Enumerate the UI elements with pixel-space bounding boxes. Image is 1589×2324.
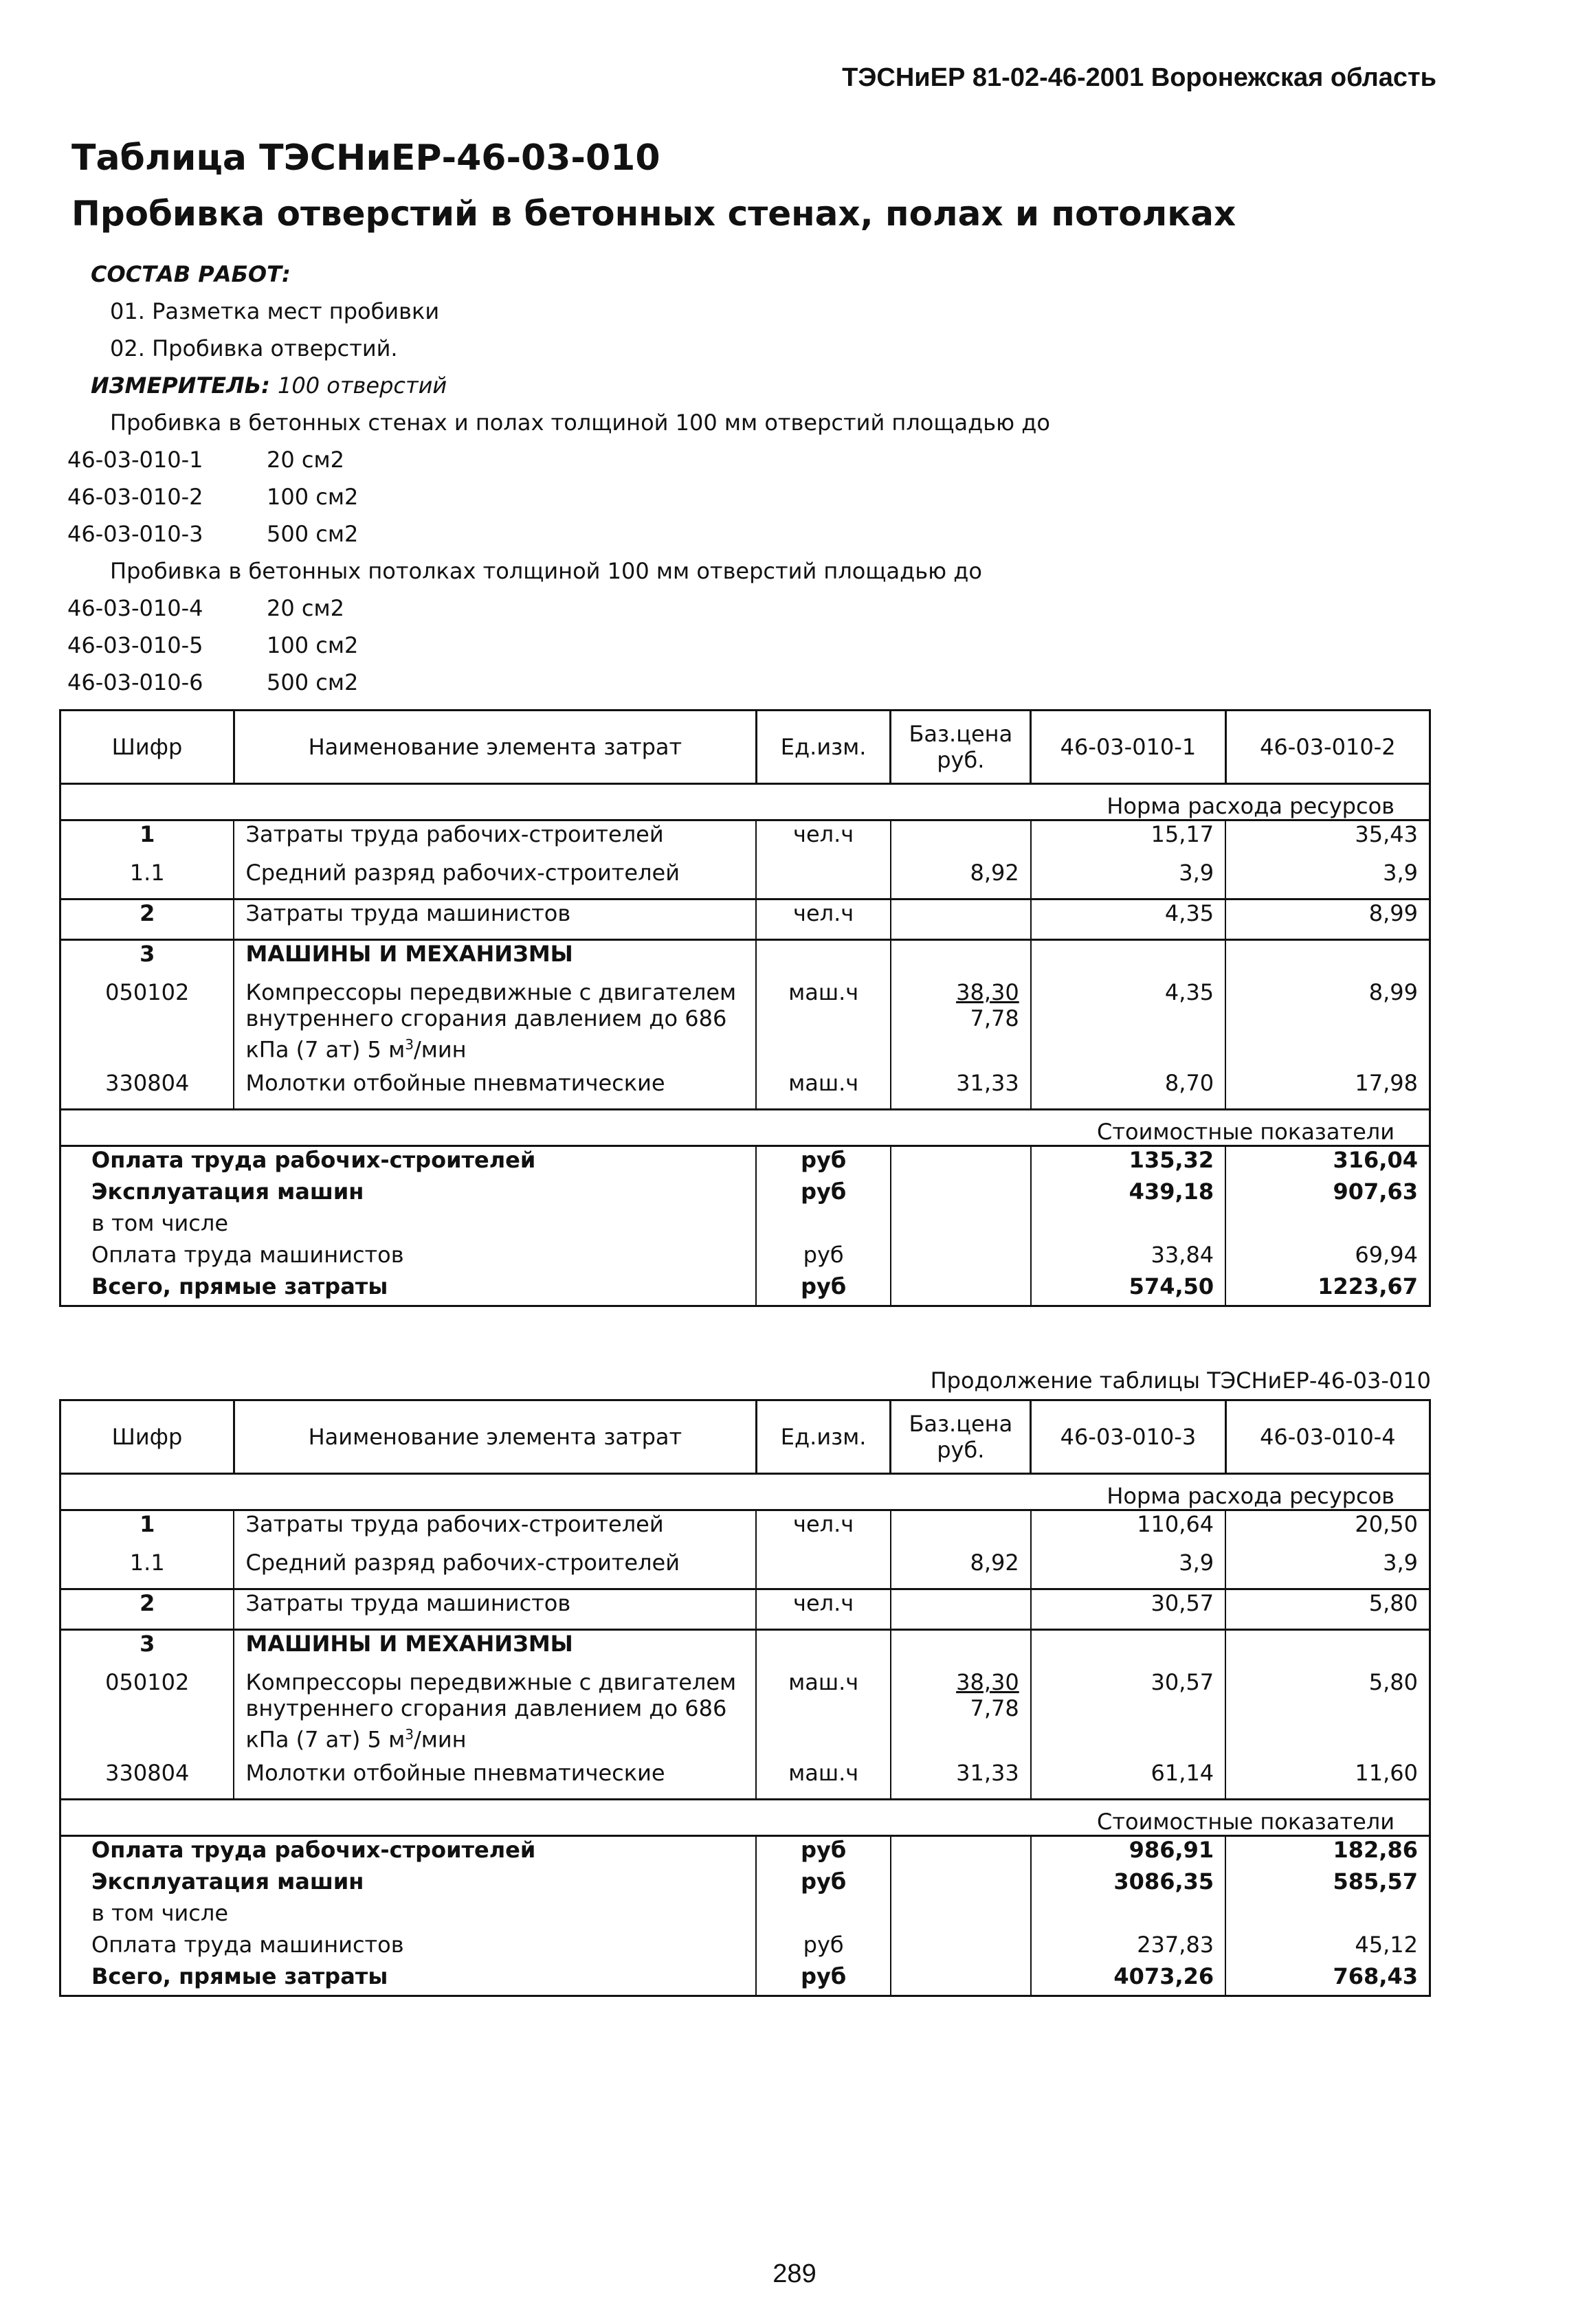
group-item [0,590,1589,627]
table-row: 1.1 Средний разряд рабочих-строителей 8,92 3,9 3,9 [60,860,1430,900]
cost-row: в том числе [60,1900,1430,1932]
continuation-caption: Продолжение таблицы ТЭСНиЕР-46-03-010 [930,1367,1431,1394]
table-row: 050102 Компрессоры передвижные с двигателем внутреннего сгорания давлением до 686 кПа (7 ат) 5 $м^3$/мин маш.ч 38,30 7,78 30,57 5,80 [60,1669,1430,1760]
section-costs-label: Стоимостные показатели [60,1800,1430,1836]
item-code: 46-03-010-5 [67,632,203,658]
work-item: 02. Пробивка отверстий. [110,335,398,361]
table-row: 1 Затраты труда рабочих-строителей чел.ч 110,64 20,50 [60,1510,1430,1550]
resource-table-2 [59,1399,1431,1997]
table-row: 2 Затраты труда машинистов чел.ч 4,35 8,99 [60,900,1430,940]
table-row: 3 МАШИНЫ И МЕХАНИЗМЫ [60,940,1430,980]
cost-row: в том числе [60,1210,1430,1242]
col-header-name: Наименование элемента затрат [234,711,756,784]
col-header-a: 46-03-010-3 [1031,1400,1225,1474]
measure-label: ИЗМЕРИТЕЛЬ: [91,372,270,399]
page-header: ТЭСНиЕР 81-02-46-2001 Воронежская область [842,63,1436,92]
section-row [60,1110,1430,1146]
section-norms-label: Норма расхода ресурсов [60,1474,1430,1510]
section-row [60,1800,1430,1836]
item-size: 100 см2 [267,632,359,658]
table-header-row [60,1400,1430,1474]
item-code: 46-03-010-1 [67,447,203,473]
item-size: 500 см2 [267,669,359,695]
table-title: Таблица ТЭСНиЕР-46-03-010 [71,137,660,179]
cost-row: Эксплуатация машин руб 439,18 907,63 [60,1178,1430,1210]
item-code: 46-03-010-3 [67,521,203,547]
cost-row: Оплата труда рабочих-строителей руб 135,32 316,04 [60,1146,1430,1179]
col-header-a: 46-03-010-1 [1031,711,1225,784]
item-size: 20 см2 [267,595,344,621]
work-item: 01. Разметка мест пробивки [110,298,440,324]
table-subtitle: Пробивка отверстий в бетонных стенах, полах и потолках [71,194,1236,234]
cost-row: Оплата труда машинистов руб 237,83 45,12 [60,1932,1430,1963]
group-item [0,441,1589,478]
work-composition-label: СОСТАВ РАБОТ: [91,261,291,287]
cost-row: Эксплуатация машин руб 3086,35 585,57 [60,1868,1430,1900]
cost-row: Всего, прямые затраты руб 4073,26 768,43 [60,1963,1430,1996]
item-code: 46-03-010-2 [67,484,203,510]
group-item [0,627,1589,664]
group-item [0,664,1589,701]
cost-row: Оплата труда машинистов руб 33,84 69,94 [60,1242,1430,1273]
item-size: 100 см2 [267,484,359,510]
table-row: 050102 Компрессоры передвижные с двигателем внутреннего сгорания давлением до 686 кПа (7 ат) 5 $м^3$/мин маш.ч 38,30 7,78 4,35 8,99 [60,979,1430,1070]
group-item [0,478,1589,515]
col-header-b: 46-03-010-2 [1225,711,1430,784]
table-row: 3 МАШИНЫ И МЕХАНИЗМЫ [60,1630,1430,1670]
table-row: 1 Затраты труда рабочих-строителей чел.ч 15,17 35,43 [60,820,1430,860]
col-header-code: Шифр [60,711,234,784]
col-header-code: Шифр [60,1400,234,1474]
section-row [60,1474,1430,1510]
col-header-b: 46-03-010-4 [1225,1400,1430,1474]
col-header-name: Наименование элемента затрат [234,1400,756,1474]
item-size: 20 см2 [267,447,344,473]
group-item [0,515,1589,552]
resource-table-1 [59,709,1431,1307]
col-header-price: Баз.цена руб. [891,711,1031,784]
table-header-row [60,711,1430,784]
table-row: 330804 Молотки отбойные пневматические маш.ч 31,33 61,14 11,60 [60,1760,1430,1800]
page-number: 289 [773,2259,816,2288]
measure-line [0,367,1589,404]
item-size: 500 см2 [267,521,359,547]
section-norms-label: Норма расхода ресурсов [60,784,1430,820]
group-heading: Пробивка в бетонных потолках толщиной 100 мм отверстий площадью до [110,558,982,584]
item-code: 46-03-010-4 [67,595,203,621]
table-row: 1.1 Средний разряд рабочих-строителей 8,92 3,9 3,9 [60,1550,1430,1589]
measure-value: 100 отверстий [278,372,447,399]
col-header-price: Баз.цена руб. [891,1400,1031,1474]
cost-row: Оплата труда рабочих-строителей руб 986,91 182,86 [60,1836,1430,1869]
section-costs-label: Стоимостные показатели [60,1110,1430,1146]
section-row [60,784,1430,820]
intro-block [0,256,1589,701]
col-header-unit: Ед.изм. [756,1400,891,1474]
cost-row: Всего, прямые затраты руб 574,50 1223,67 [60,1273,1430,1306]
table-row: 2 Затраты труда машинистов чел.ч 30,57 5,80 [60,1589,1430,1630]
item-code: 46-03-010-6 [67,669,203,695]
group-heading: Пробивка в бетонных стенах и полах толщиной 100 мм отверстий площадью до [110,410,1050,436]
col-header-unit: Ед.изм. [756,711,891,784]
table-row: 330804 Молотки отбойные пневматические маш.ч 31,33 8,70 17,98 [60,1070,1430,1110]
